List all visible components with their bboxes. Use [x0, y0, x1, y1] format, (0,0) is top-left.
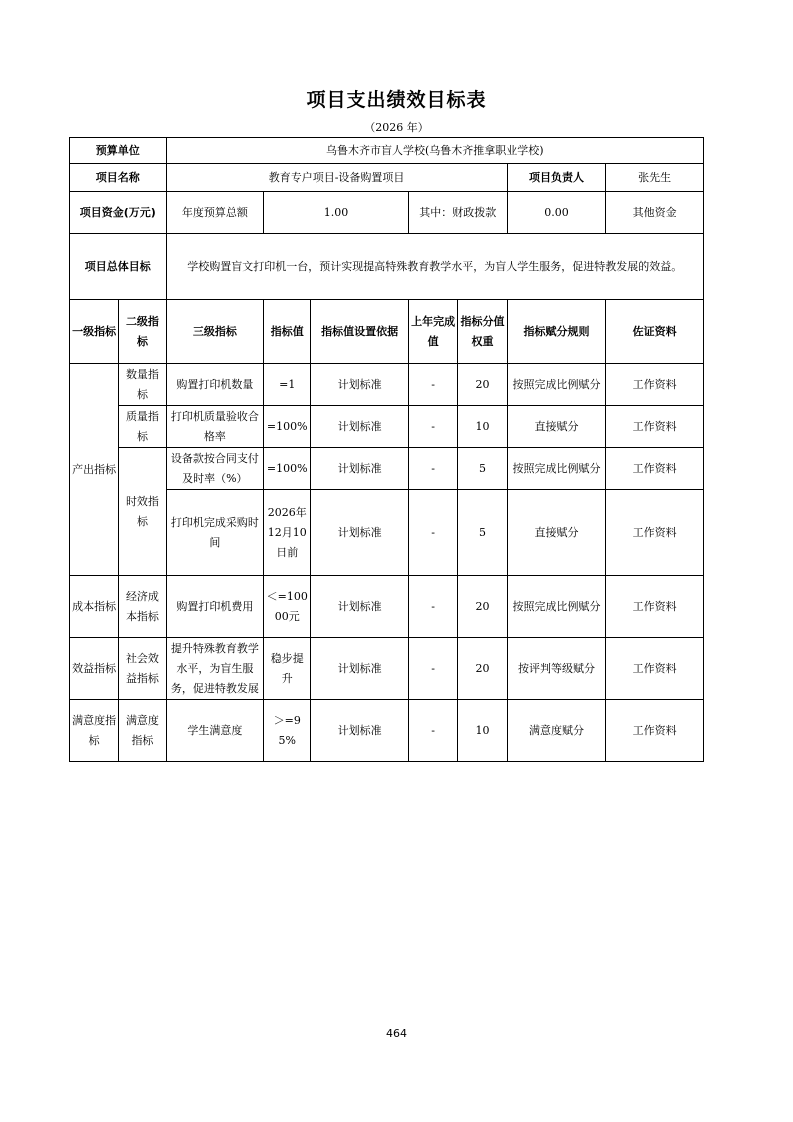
- last-year-cell: -: [408, 490, 457, 576]
- indicator-value: 2026年12月10日前: [264, 490, 311, 576]
- other-funds-label: 其他资金: [606, 192, 704, 234]
- indicator-value: 稳步提升: [264, 638, 311, 700]
- evidence-cell: 工作资料: [606, 364, 704, 406]
- basis-cell: 计划标准: [311, 364, 409, 406]
- level2-cell: 经济成本指标: [119, 576, 166, 638]
- level3-cell: 购置打印机费用: [166, 576, 264, 638]
- header-cell: 佐证资料: [606, 300, 704, 364]
- last-year-cell: -: [408, 700, 457, 762]
- indicator-value: ＜=10000元: [264, 576, 311, 638]
- level2-cell: 数量指标: [119, 364, 166, 406]
- indicator-value: =100%: [264, 448, 311, 490]
- table-row: [70, 406, 704, 448]
- table-row: [70, 576, 704, 638]
- header-cell: 指标值设置依据: [311, 300, 409, 364]
- level3-cell: 打印机质量验收合格率: [166, 406, 264, 448]
- table-row: [70, 638, 704, 700]
- level2-cell: 满意度指标: [119, 700, 166, 762]
- goal-text: 学校购置盲文打印机一台，预计实现提高特殊教育教学水平，为盲人学生服务，促进特教发展的效益。: [166, 234, 703, 300]
- evidence-cell: 工作资料: [606, 406, 704, 448]
- project-name-value: 教育专户项目-设备购置项目: [166, 164, 507, 192]
- weight-cell: 20: [458, 638, 507, 700]
- evidence-cell: 工作资料: [606, 448, 704, 490]
- basis-cell: 计划标准: [311, 638, 409, 700]
- table-row: [70, 448, 704, 490]
- weight-cell: 10: [458, 406, 507, 448]
- goal-row: [70, 234, 704, 300]
- indicator-value: =1: [264, 364, 311, 406]
- annual-budget-label: 年度预算总额: [166, 192, 264, 234]
- header-cell: 指标分值权重: [458, 300, 507, 364]
- rule-cell: 按照完成比例赋分: [507, 364, 606, 406]
- rule-cell: 直接赋分: [507, 406, 606, 448]
- weight-cell: 5: [458, 490, 507, 576]
- project-owner-label: 项目负责人: [507, 164, 606, 192]
- level3-cell: 打印机完成采购时间: [166, 490, 264, 576]
- table-row: [70, 700, 704, 762]
- level1-cell: 效益指标: [70, 638, 119, 700]
- unit-row: [70, 138, 704, 164]
- basis-cell: 计划标准: [311, 406, 409, 448]
- rule-cell: 按照完成比例赋分: [507, 448, 606, 490]
- evidence-cell: 工作资料: [606, 490, 704, 576]
- project-owner-value: 张先生: [606, 164, 704, 192]
- level3-cell: 提升特殊教育教学水平，为盲生服务，促进特教发展: [166, 638, 264, 700]
- level3-cell: 购置打印机数量: [166, 364, 264, 406]
- indicator-value: =100%: [264, 406, 311, 448]
- last-year-cell: -: [408, 576, 457, 638]
- annual-budget-value: 1.00: [264, 192, 409, 234]
- level2-cell: 质量指标: [119, 406, 166, 448]
- evidence-cell: 工作资料: [606, 576, 704, 638]
- unit-label: 预算单位: [70, 138, 167, 164]
- last-year-cell: -: [408, 448, 457, 490]
- level2-cell: 时效指标: [119, 448, 166, 576]
- header-cell: 指标值: [264, 300, 311, 364]
- level3-cell: 设备款按合同支付及时率（%）: [166, 448, 264, 490]
- year-label: （2026 年）: [364, 121, 429, 134]
- evidence-cell: 工作资料: [606, 638, 704, 700]
- basis-cell: 计划标准: [311, 490, 409, 576]
- weight-cell: 20: [458, 576, 507, 638]
- rule-cell: 按评判等级赋分: [507, 638, 606, 700]
- evidence-cell: 工作资料: [606, 700, 704, 762]
- rule-cell: 直接赋分: [507, 490, 606, 576]
- last-year-cell: -: [408, 638, 457, 700]
- level1-cell: 成本指标: [70, 576, 119, 638]
- indicator-value: ＞=95%: [264, 700, 311, 762]
- last-year-cell: -: [408, 364, 457, 406]
- goal-label: 项目总体目标: [70, 234, 167, 300]
- fiscal-funds-label: 其中：财政拨款: [408, 192, 507, 234]
- page-number: 464: [386, 1027, 407, 1040]
- funds-label: 项目资金(万元): [70, 192, 167, 234]
- unit-value: 乌鲁木齐市盲人学校(乌鲁木齐推拿职业学校): [166, 138, 703, 164]
- funds-row: [70, 192, 704, 234]
- level1-cell: 满意度指标: [70, 700, 119, 762]
- project-name-label: 项目名称: [70, 164, 167, 192]
- performance-target-table: [69, 137, 704, 762]
- table-row: [70, 364, 704, 406]
- header-cell: 一级指标: [70, 300, 119, 364]
- last-year-cell: -: [408, 406, 457, 448]
- header-cell: 三级指标: [166, 300, 264, 364]
- level1-cell: 产出指标: [70, 364, 119, 576]
- weight-cell: 20: [458, 364, 507, 406]
- header-row: [70, 300, 704, 364]
- basis-cell: 计划标准: [311, 576, 409, 638]
- weight-cell: 5: [458, 448, 507, 490]
- weight-cell: 10: [458, 700, 507, 762]
- rule-cell: 满意度赋分: [507, 700, 606, 762]
- basis-cell: 计划标准: [311, 700, 409, 762]
- basis-cell: 计划标准: [311, 448, 409, 490]
- header-cell: 上年完成值: [408, 300, 457, 364]
- rule-cell: 按照完成比例赋分: [507, 576, 606, 638]
- header-cell: 指标赋分规则: [507, 300, 606, 364]
- fiscal-funds-value: 0.00: [507, 192, 606, 234]
- header-cell: 二级指标: [119, 300, 166, 364]
- level2-cell: 社会效益指标: [119, 638, 166, 700]
- level3-cell: 学生满意度: [166, 700, 264, 762]
- project-row: [70, 164, 704, 192]
- page-title: 项目支出绩效目标表: [306, 89, 487, 111]
